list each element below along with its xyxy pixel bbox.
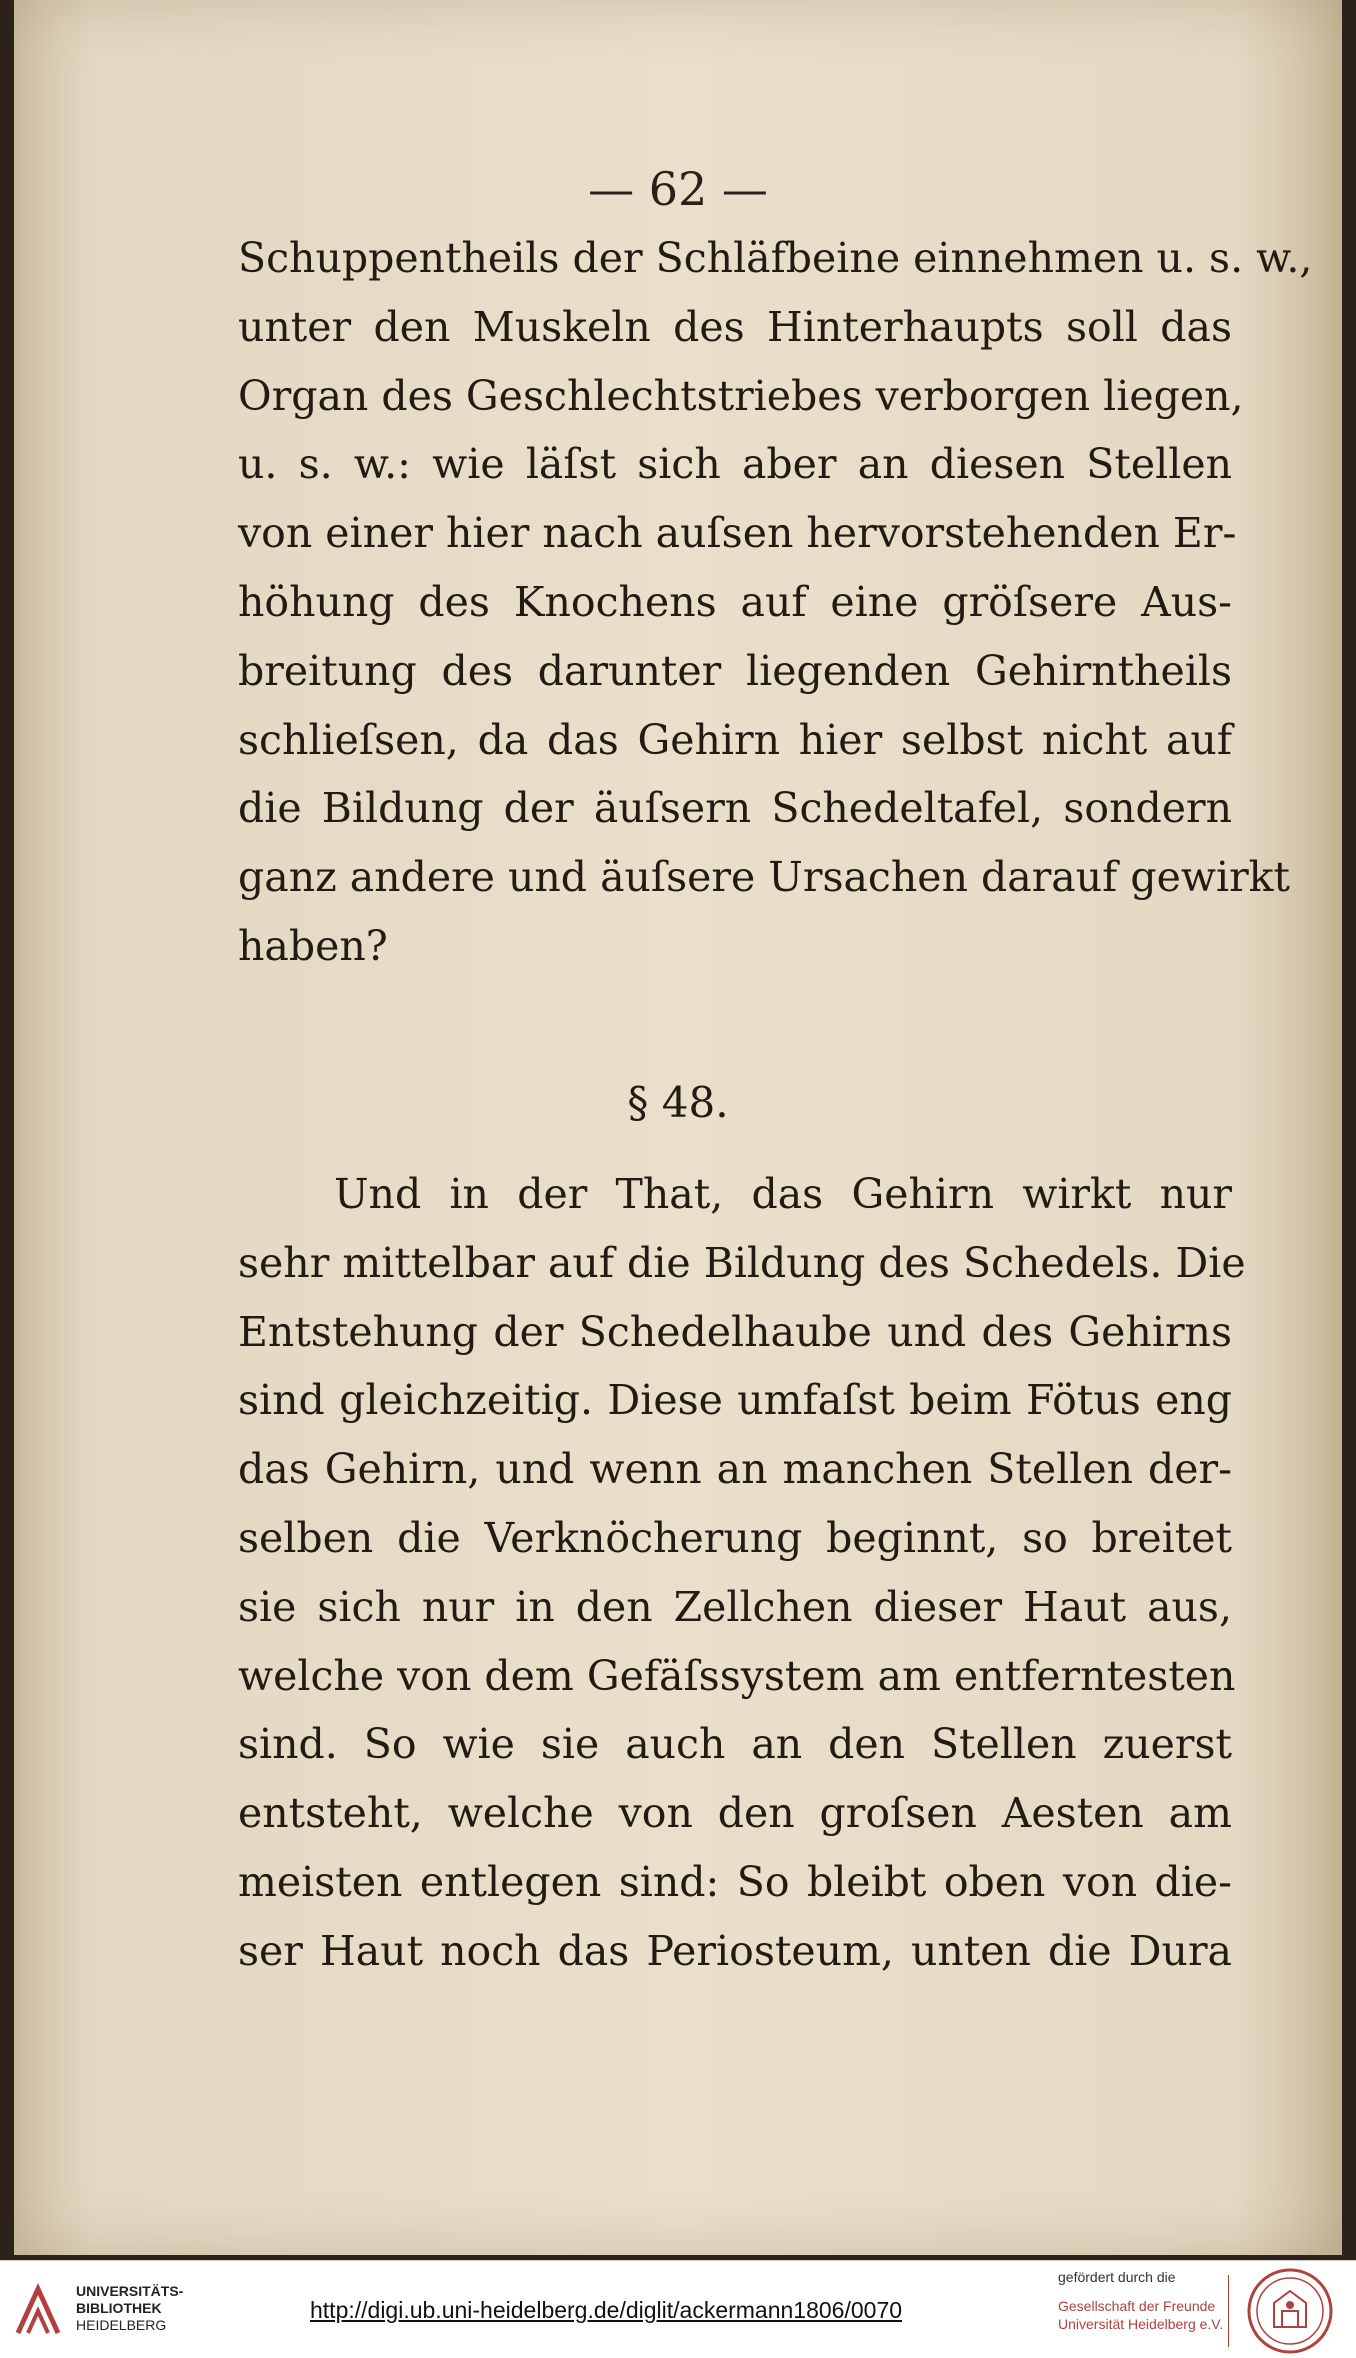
- text-line: u. s. w.: wie läſst sich aber an diesen Stellen: [238, 440, 1232, 489]
- digitization-footer: [0, 2260, 1356, 2358]
- library-name-line: UNIVERSITÄTS-: [76, 2283, 184, 2299]
- text-line: meisten entlegen sind: So bleibt oben von die-: [238, 1857, 1232, 1906]
- text-line: schlieſsen, da das Gehirn hier selbst nicht auf: [238, 715, 1232, 764]
- section-heading: § 48.: [627, 1078, 729, 1127]
- library-logo-icon: [12, 2283, 64, 2339]
- text-line: Schuppentheils der Schläfbeine einnehmen u. s. w.,: [238, 234, 1313, 282]
- text-line: das Gehirn, und wenn an manchen Stellen der-: [238, 1445, 1232, 1494]
- sponsor-label: gefördert durch die: [1058, 2269, 1176, 2285]
- library-name: [76, 2283, 183, 2334]
- text-line: höhung des Knochens auf eine gröſsere Aus-: [238, 577, 1232, 626]
- text-line: ser Haut noch das Periosteum, unten die Dura: [238, 1926, 1232, 1975]
- text-line: die Bildung der äuſsern Schedeltafel, sondern: [238, 784, 1232, 833]
- sponsor-name-line: Gesellschaft der Freunde: [1058, 2298, 1216, 2314]
- text-line: ganz andere und äuſsere Ursachen darauf gewirkt: [238, 853, 1290, 902]
- footer-divider: [1228, 2275, 1229, 2347]
- sponsor-name: [1058, 2297, 1223, 2333]
- text-line: sind gleichzeitig. Diese umfaſst beim Fötus eng: [238, 1376, 1232, 1425]
- text-line: sie sich nur in den Zellchen dieser Haut aus,: [238, 1582, 1232, 1631]
- permalink-url[interactable]: http://digi.ub.uni-heidelberg.de/diglit/ackermann1806/0070: [310, 2297, 903, 2323]
- text-line: unter den Muskeln des Hinterhaupts soll das: [238, 302, 1232, 351]
- text-line: von einer hier nach auſsen hervorstehenden Er-: [238, 509, 1237, 558]
- page-number: — 62 —: [588, 162, 768, 216]
- text-line: breitung des darunter liegenden Gehirntheils: [238, 646, 1232, 695]
- text-line: Entstehung der Schedelhaube und des Gehirns: [238, 1307, 1232, 1356]
- text-line: Organ des Geschlechtstriebes verborgen liegen,: [238, 371, 1244, 420]
- book-page: [14, 0, 1342, 2255]
- text-line: welche von dem Gefäſssystem am entferntesten: [238, 1651, 1236, 1700]
- text-line: sind. So wie sie auch an den Stellen zuerst: [238, 1720, 1232, 1769]
- paragraph-2: [238, 1160, 1246, 1986]
- text-line: entsteht, welche von den groſsen Aesten am: [238, 1789, 1232, 1838]
- text-line: selben die Verknöcherung beginnt, so breitet: [238, 1513, 1232, 1562]
- library-name-line: BIBLIOTHEK: [76, 2300, 162, 2316]
- text-line: Und in der That, das Gehirn wirkt nur: [334, 1170, 1232, 1218]
- library-name-line: HEIDELBERG: [76, 2317, 167, 2333]
- text-line: haben?: [238, 921, 388, 970]
- paragraph-1: [238, 224, 1313, 981]
- sponsor-name-line: Universität Heidelberg e.V.: [1058, 2316, 1224, 2332]
- society-seal-icon: [1246, 2267, 1334, 2355]
- text-line: sehr mittelbar auf die Bildung des Schedels. Die: [238, 1238, 1246, 1287]
